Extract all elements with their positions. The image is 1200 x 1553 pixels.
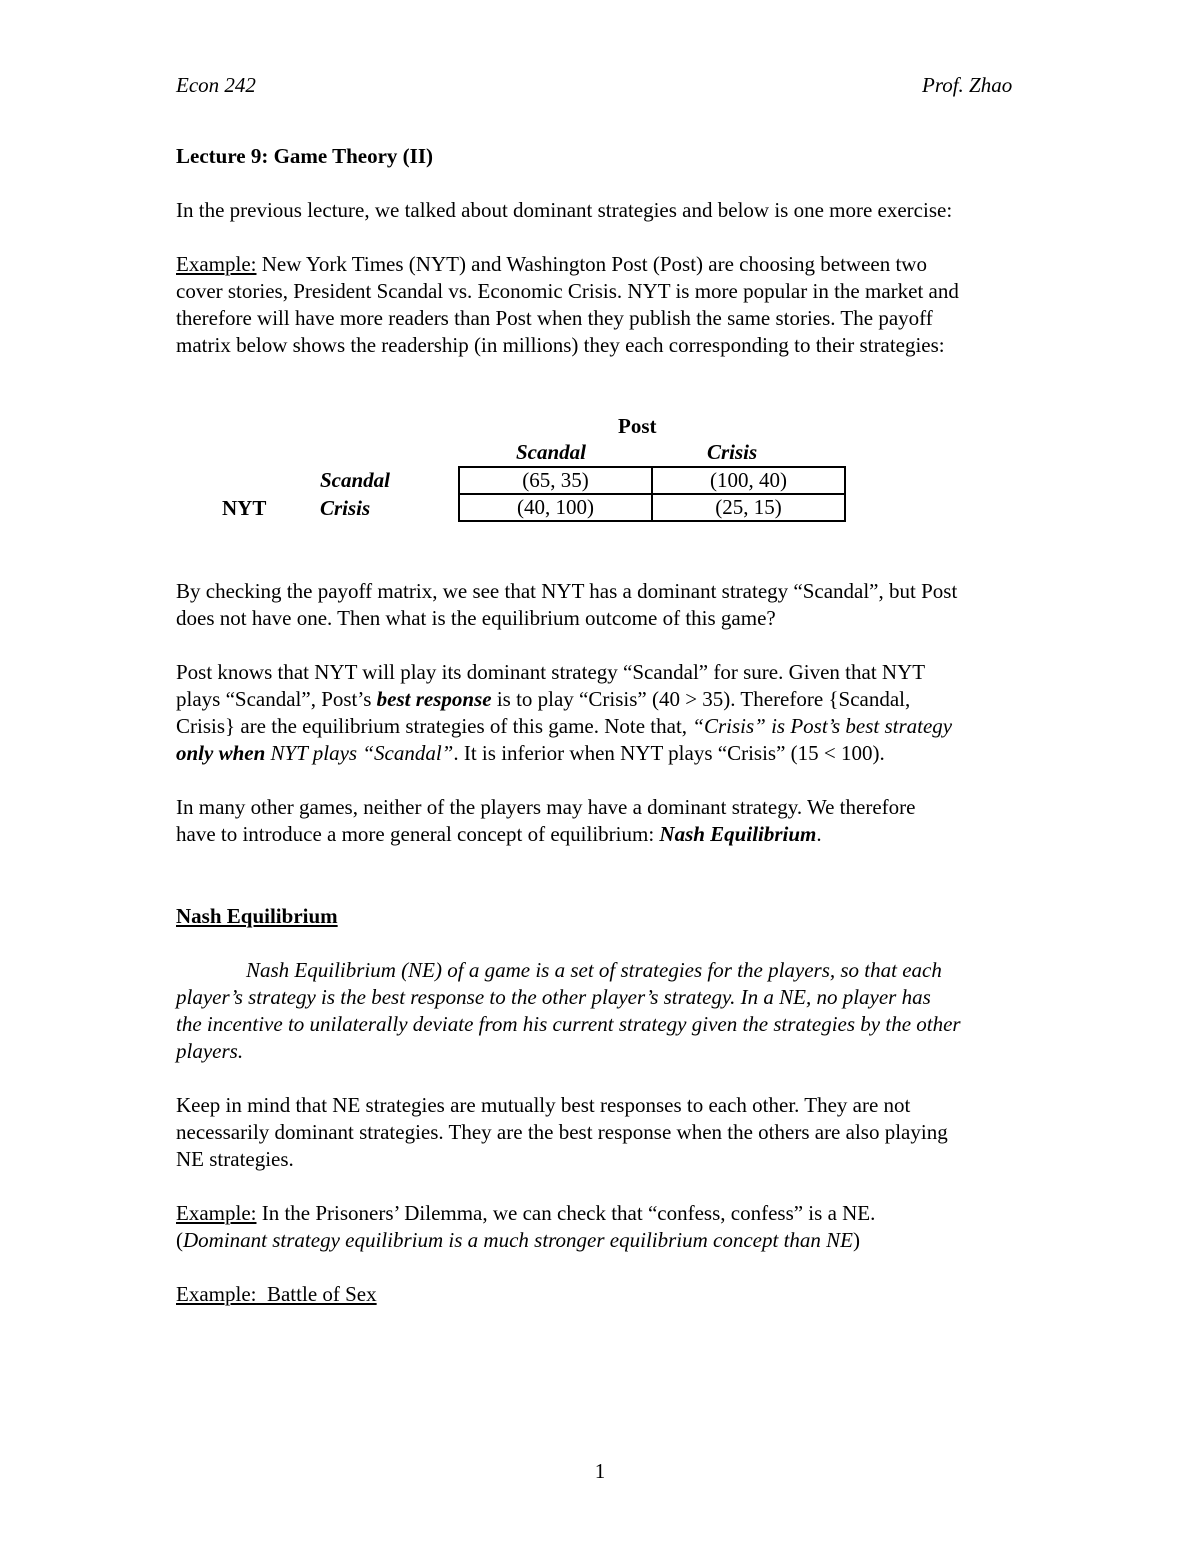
page-number: 1 [594,1459,606,1483]
general-concept-text: have to introduce a more general concept of equilibrium: [176,822,660,846]
nash-equilibrium-term: Nash Equilibrium [659,822,817,846]
example-2-line-1 [176,1200,1076,1227]
best-response-line-3 [176,713,1076,740]
best-response-text: plays “Scandal”, Post’s [176,687,377,711]
general-concept-line-2 [176,821,1076,848]
example-1-line-1 [176,251,1076,278]
example-2-text: In the Prisoners’ Dilemma, we can check that “confess, confess” is a NE. [256,1201,876,1225]
row-player-label: NYT [222,496,267,520]
paren: ) [853,1228,861,1252]
dominant-check-line-1: By checking the payoff matrix, we see that NYT has a dominant strategy “Scandal”, but Post [176,579,958,603]
best-response-emphasis: “Crisis” is Post’s best strategy [692,714,953,738]
example-1-label: Example: [176,252,257,276]
example-2-paragraph [176,1200,1076,1254]
example-3-paragraph [176,1281,1076,1308]
best-response-line-4 [176,740,1076,767]
best-response-text: . It is inferior when NYT plays “Crisis” (15 < 100). [453,741,885,765]
payoff-cell: (25, 15) [652,494,845,521]
intro-text: In the previous lecture, we talked about dominant strategies and below is one more exercise: [176,198,953,222]
example-2-note: Dominant strategy equilibrium is a much stronger equilibrium concept than NE [183,1228,854,1252]
column-header-scandal: Scandal [516,440,587,464]
payoff-row-crisis [459,494,845,521]
ne-definition-line-4: players. [176,1039,244,1063]
best-response-paragraph [176,659,1076,767]
lecture-title: Lecture 9: Game Theory (II) [176,144,434,168]
example-2-label: Example: [176,1201,257,1225]
payoff-row-scandal [459,467,845,494]
example-1-paragraph [176,251,1076,359]
example-3-label: Example: [176,1282,257,1306]
best-response-text: Crisis} are the equilibrium strategies of this game. Note that, [176,714,693,738]
example-2-line-2 [176,1227,1076,1254]
example-1-line-4: matrix below shows the readership (in millions) they each corresponding to their strategies: [176,333,945,357]
column-header-crisis: Crisis [707,440,758,464]
keep-in-mind-line-2: necessarily dominant strategies. They are the best response when the others are also playing [176,1120,948,1144]
ne-definition [176,957,1076,1065]
dominant-check-paragraph [176,578,1076,632]
general-concept-line-1: In many other games, neither of the players may have a dominant strategy. We therefore [176,795,916,819]
best-response-emphasis-bold: only when [176,741,266,765]
general-concept-paragraph [176,794,1076,848]
example-1-text-1: New York Times (NYT) and Washington Post (Post) are choosing between two [256,252,927,276]
keep-in-mind-line-1: Keep in mind that NE strategies are mutually best responses to each other. They are not [176,1093,911,1117]
dominant-check-line-2: does not have one. Then what is the equilibrium outcome of this game? [176,606,776,630]
row-header-crisis: Crisis [320,496,371,520]
example-1-line-2: cover stories, President Scandal vs. Economic Crisis. NYT is more popular in the market and [176,279,959,303]
example-1-line-3: therefore will have more readers than Post when they publish the same stories. The payoff [176,306,933,330]
example-3-text: Battle of Sex [256,1282,377,1306]
best-response-line-1: Post knows that NYT will play its dominant strategy “Scandal” for sure. Given that NYT [176,660,926,684]
example-3-line [176,1281,1076,1308]
best-response-text: is to play “Crisis” (40 > 35). Therefore {Scandal, [491,687,911,711]
best-response-emphasis: NYT plays “Scandal” [265,741,454,765]
paren: ( [176,1228,183,1252]
payoff-cell: (40, 100) [459,494,652,521]
intro-paragraph [176,197,1076,224]
payoff-cell: (100, 40) [652,467,845,494]
row-header-scandal: Scandal [320,468,391,492]
ne-definition-line-1: Nash Equilibrium (NE) of a game is a set of strategies for the players, so that each [246,958,942,982]
payoff-cell: (65, 35) [459,467,652,494]
best-response-term: best response [376,687,492,711]
instructor-header: Prof. Zhao [922,73,1013,97]
ne-definition-line-2: player’s strategy is the best response to the other player’s strategy. In a NE, no player has [176,985,931,1009]
payoff-table [458,466,846,522]
nash-equilibrium-heading: Nash Equilibrium [176,904,338,928]
general-concept-text: . [816,822,822,846]
keep-in-mind-line-3: NE strategies. [176,1147,294,1171]
column-player-label: Post [618,414,657,438]
ne-definition-line-3: the incentive to unilaterally deviate from his current strategy given the strategies by the other [176,1012,961,1036]
keep-in-mind-paragraph [176,1092,1076,1173]
course-header: Econ 242 [176,73,256,97]
best-response-line-2 [176,686,1076,713]
